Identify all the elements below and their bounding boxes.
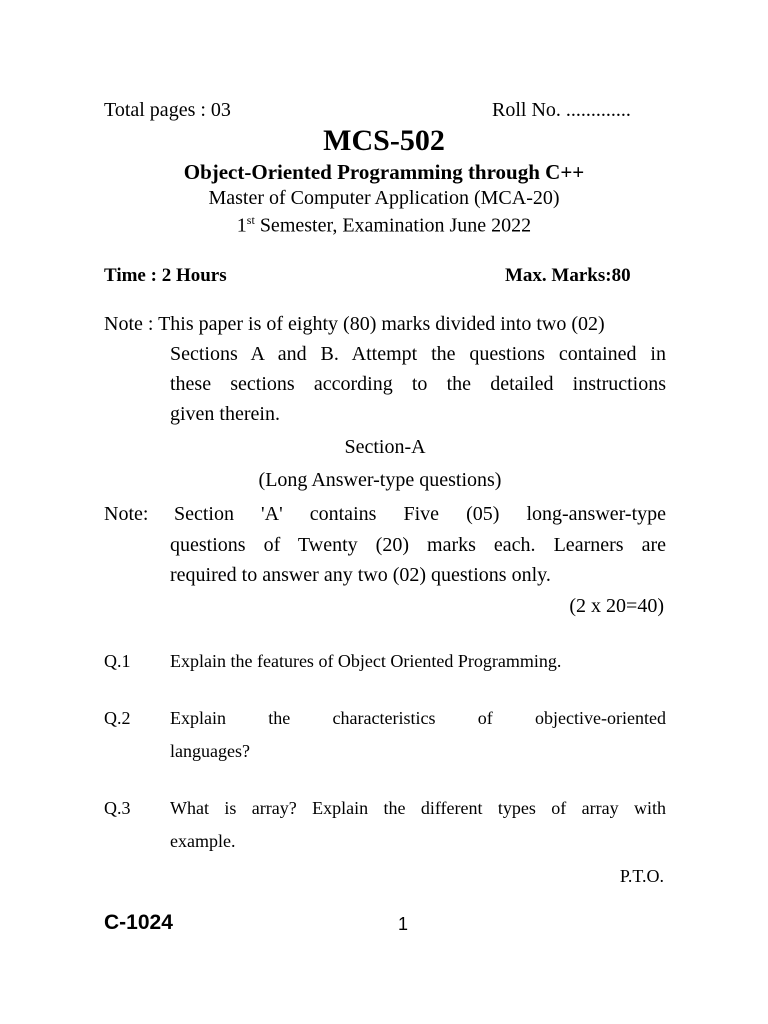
max-marks: Max. Marks:80 bbox=[505, 265, 631, 286]
exam-time: Time : 2 Hours bbox=[104, 265, 227, 286]
section-title: Section-A bbox=[344, 436, 426, 458]
roll-number: Roll No. ............. bbox=[492, 99, 631, 121]
note-line: given therein. bbox=[170, 403, 280, 425]
section-note-label: Note: bbox=[104, 503, 149, 525]
section-marks: (2 x 20=40) bbox=[569, 595, 664, 617]
please-turn-over: P.T.O. bbox=[619, 866, 664, 886]
question-text: Explain the characteristics of objective-oriented bbox=[170, 708, 666, 728]
question-text: languages? bbox=[170, 741, 250, 761]
section-note-line: questions of Twenty (20) marks each. Learners are bbox=[170, 534, 666, 556]
paper-code: MCS-502 bbox=[323, 124, 445, 157]
section-note-line: required to answer any two (02) questions only. bbox=[170, 564, 551, 586]
question-number: Q.2 bbox=[104, 708, 131, 728]
question-text: example. bbox=[170, 831, 236, 851]
question-number: Q.3 bbox=[104, 798, 131, 818]
section-subtitle: (Long Answer-type questions) bbox=[258, 469, 502, 491]
section-note-line: Section 'A' contains Five (05) long-answer-type bbox=[174, 503, 666, 525]
course-title: Object-Oriented Programming through C++ bbox=[183, 160, 585, 184]
note-line: these sections according to the detailed instructions bbox=[170, 373, 666, 395]
page-number: 1 bbox=[398, 914, 409, 934]
program-name: Master of Computer Application (MCA-20) bbox=[208, 187, 560, 209]
question-text: What is array? Explain the different types of array with bbox=[170, 798, 666, 818]
semester-line: 1st Semester, Examination June 2022 bbox=[236, 213, 532, 237]
total-pages: Total pages : 03 bbox=[104, 99, 231, 121]
question-number: Q.1 bbox=[104, 651, 131, 671]
question-text: Explain the features of Object Oriented Programming. bbox=[170, 651, 562, 671]
note-line: Note : This paper is of eighty (80) marks divided into two (02) bbox=[104, 313, 605, 335]
note-line: Sections A and B. Attempt the questions contained in bbox=[170, 343, 666, 365]
footer-code: C-1024 bbox=[104, 911, 173, 934]
